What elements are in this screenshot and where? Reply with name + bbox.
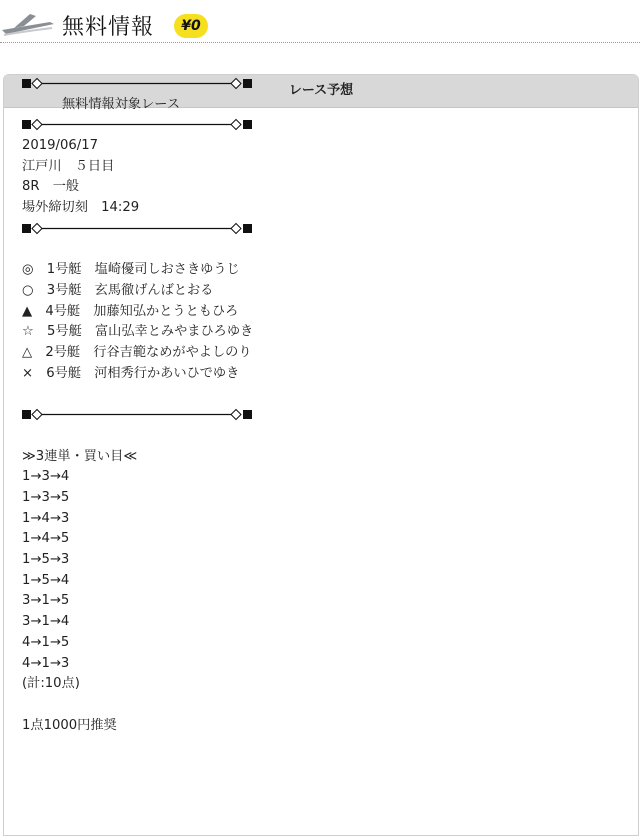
- page-header: [0, 0, 640, 44]
- prediction-item: [22, 322, 262, 343]
- panel-title: レース予想: [4, 75, 638, 108]
- prediction-text: 5号艇 富山弘幸とみやまひろゆき: [47, 324, 254, 340]
- decorative-divider: [22, 115, 262, 136]
- race-number: 8R 一般: [22, 179, 80, 195]
- bet-combo: 1→5→4: [22, 572, 70, 588]
- race-date: 2019/06/17: [22, 138, 99, 154]
- page-title: 無料情報: [62, 15, 155, 40]
- decorative-divider: [22, 74, 262, 95]
- bet-combo: 4→1→3: [22, 655, 70, 671]
- decorative-divider: [22, 219, 262, 240]
- free-badge: ¥0: [174, 14, 208, 38]
- bet-combo: 1→3→5: [22, 489, 70, 505]
- prediction-mark: ○: [22, 282, 34, 298]
- target-race-label: 無料情報対象レース: [62, 96, 181, 112]
- decorative-divider: [22, 405, 262, 426]
- prediction-content: [22, 74, 262, 736]
- race-deadline: 場外締切刻 14:29: [22, 200, 140, 216]
- bet-combo: 1→4→3: [22, 510, 70, 526]
- bet-combo: 1→4→5: [22, 531, 70, 547]
- header-divider: [0, 42, 640, 43]
- bets-total: (計:10点): [22, 676, 80, 692]
- prediction-text: 4号艇 加藤知弘かとうともひろ: [45, 303, 239, 319]
- bet-combo: 1→5→3: [22, 552, 70, 568]
- prediction-item: [22, 302, 262, 323]
- prediction-item: [22, 364, 262, 385]
- race-venue: 江戸川 ５日目: [22, 158, 115, 174]
- prediction-mark: ◎: [22, 262, 34, 278]
- prediction-item: [22, 260, 262, 281]
- bet-recommendation: 1点1000円推奨: [22, 717, 117, 733]
- prediction-mark: △: [22, 345, 33, 361]
- prediction-text: 1号艇 塩崎優司しおさきゆうじ: [46, 262, 240, 278]
- bet-combo: 4→1→5: [22, 634, 70, 650]
- prediction-mark: ☆: [22, 324, 34, 340]
- prediction-text: 6号艇 河相秀行かあいひでゆき: [46, 365, 240, 381]
- bets-heading: ≫3連単・買い目≪: [22, 448, 138, 464]
- boat-icon: [0, 8, 56, 38]
- bet-combo: 1→3→4: [22, 469, 70, 485]
- prediction-mark: ×: [22, 365, 34, 381]
- bet-combo: 3→1→4: [22, 614, 70, 630]
- prediction-item: [22, 343, 262, 364]
- bet-combo: 3→1→5: [22, 593, 70, 609]
- prediction-text: 3号艇 玄馬徹げんばとおる: [46, 282, 214, 298]
- prediction-mark: ▲: [22, 303, 33, 319]
- prediction-text: 2号艇 行谷吉範なめがやよしのり: [45, 345, 252, 361]
- prediction-item: [22, 281, 262, 302]
